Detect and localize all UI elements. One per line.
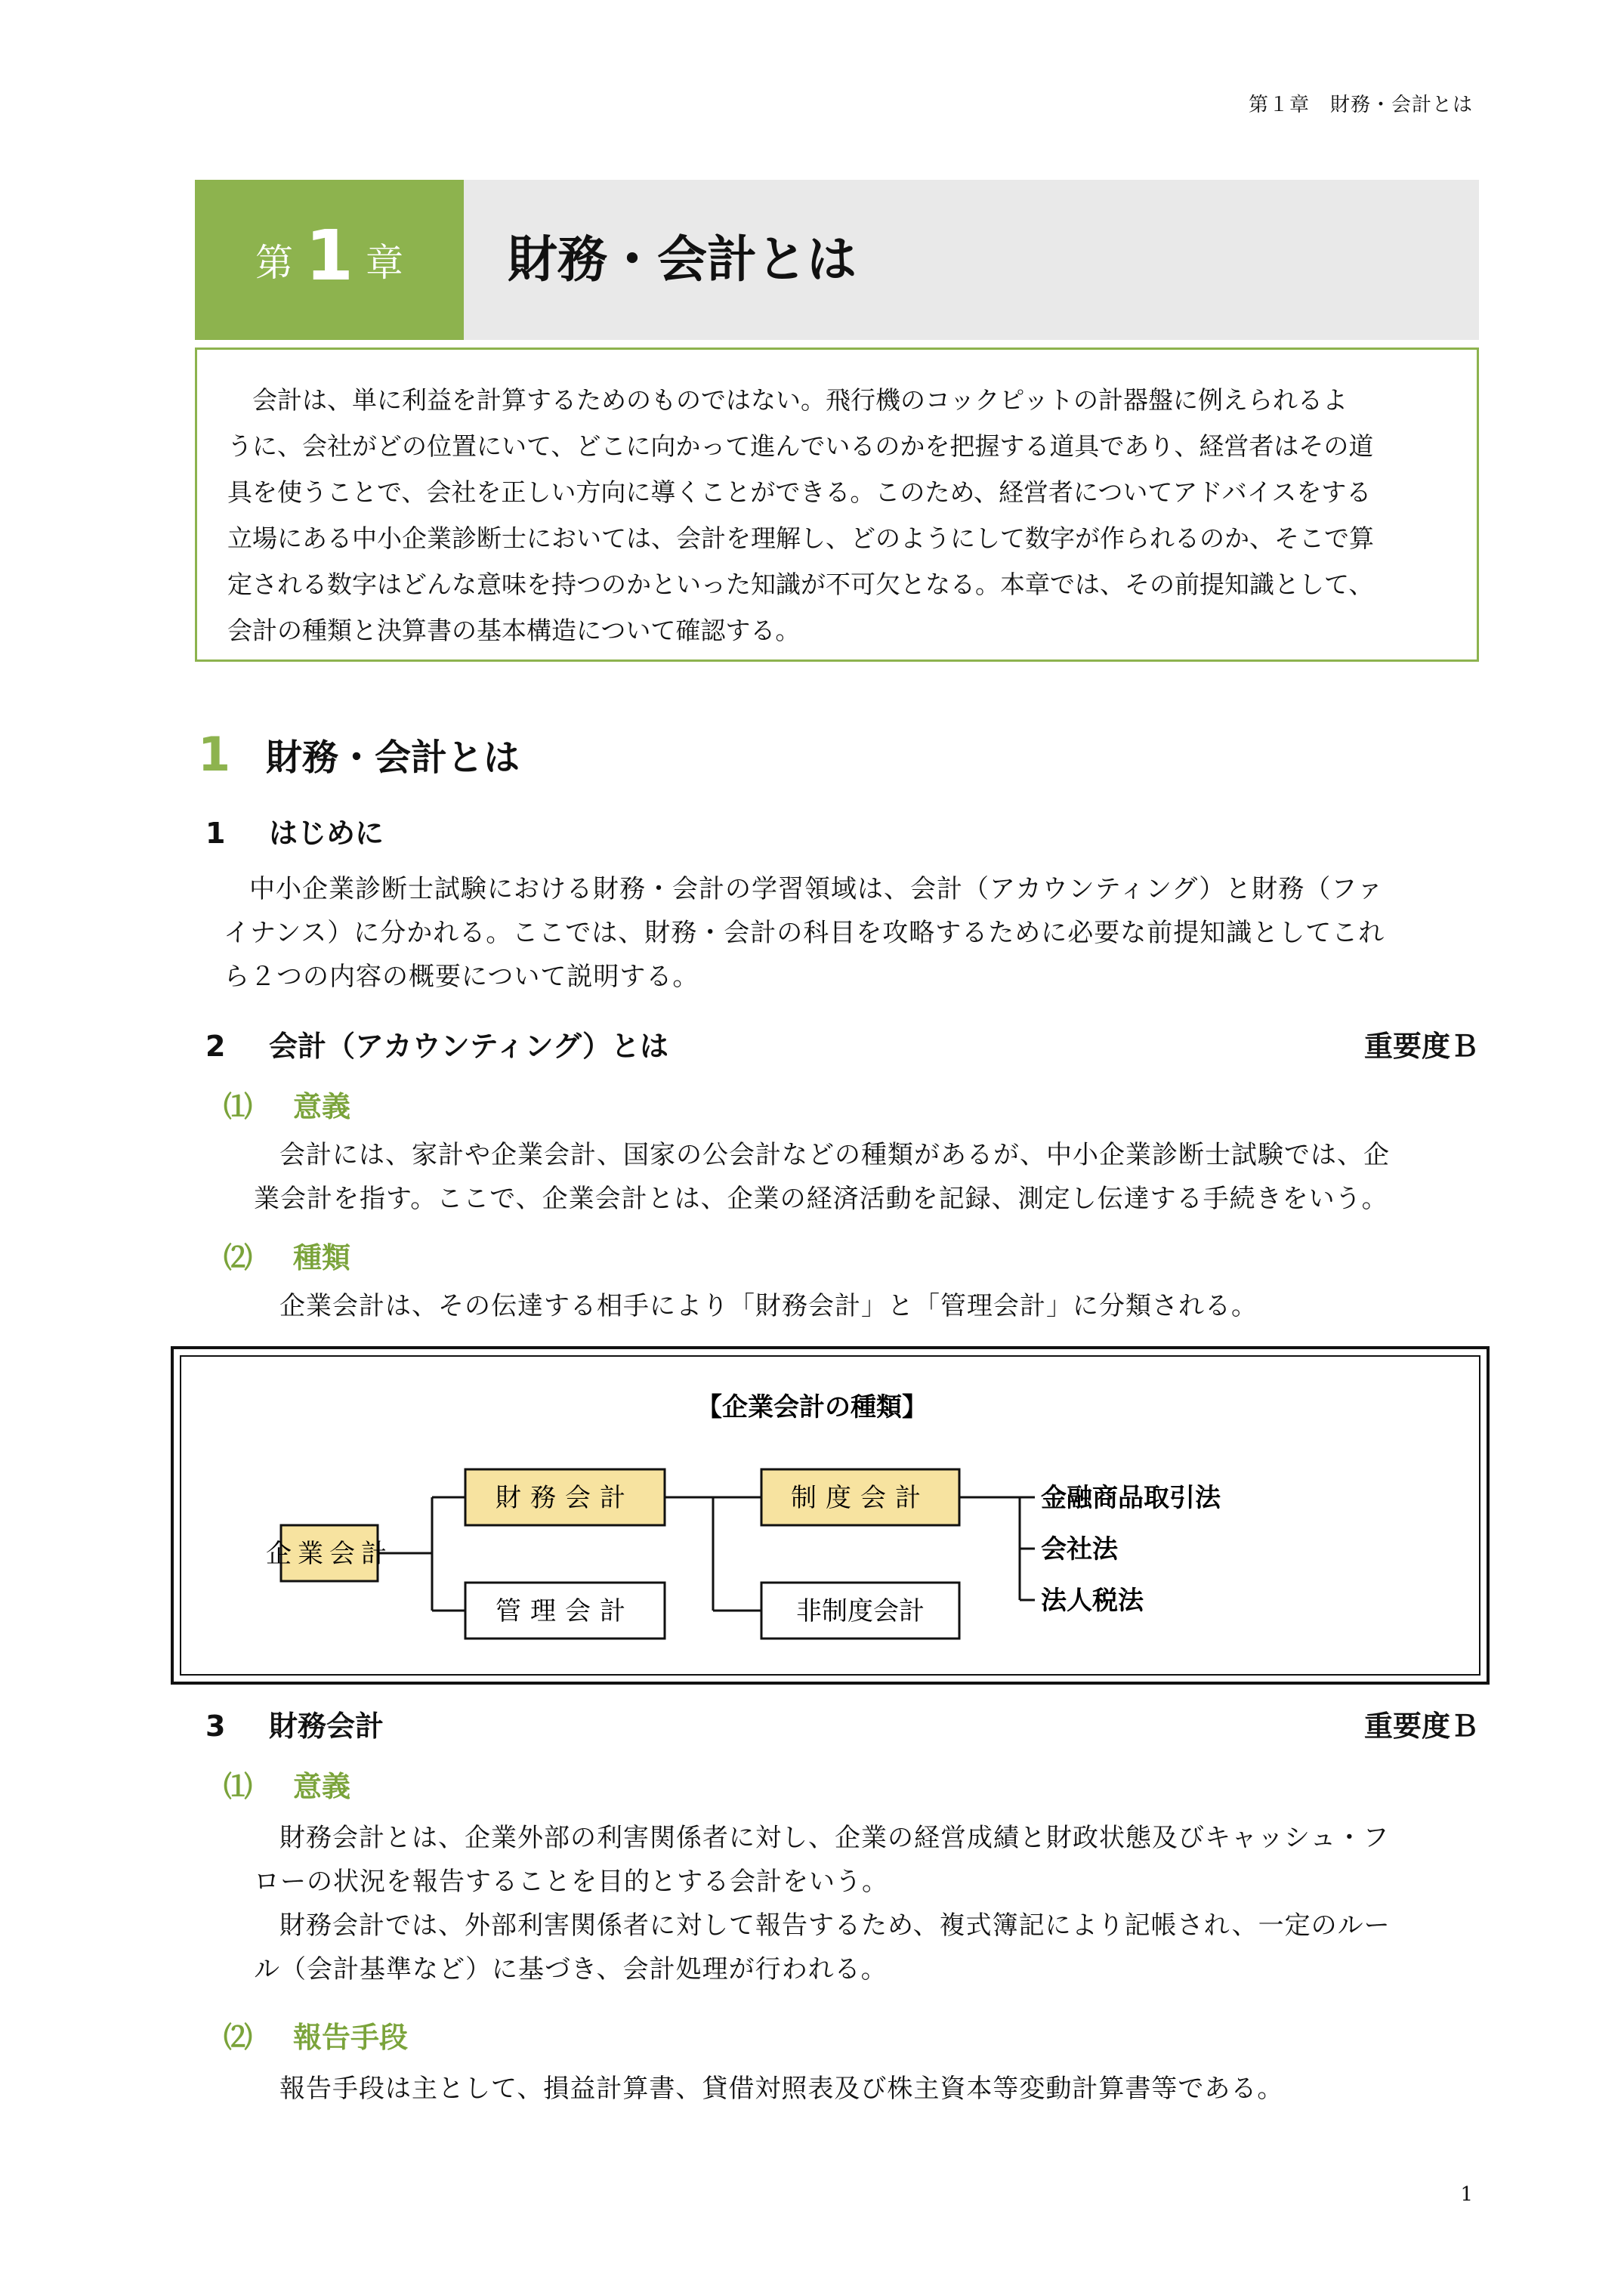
- text-line: 中小企業診断士試験における財務・会計の学習領域は、会計（アカウンティング）と財務（ファ: [249, 874, 1384, 904]
- intro-line: 具を使うことで、会社を正しい方向に導くことができる。このため、経営者についてアドバイスをする: [227, 477, 1372, 507]
- item-title: 種類: [293, 1241, 351, 1274]
- item-number: ⑵: [224, 1241, 253, 1274]
- subsection-heading: [205, 1023, 668, 1064]
- item-number: ⑴: [224, 1090, 253, 1123]
- section-heading: [198, 724, 520, 784]
- intro-text: [227, 377, 1446, 653]
- item-number: ⑵: [224, 2021, 253, 2054]
- law-label: 会社法: [1041, 1534, 1118, 1564]
- item-number: ⑴: [224, 1770, 253, 1803]
- section-number: 1: [198, 726, 231, 782]
- item-title: 意義: [293, 1770, 351, 1803]
- text-line: イナンス）に分かれる。ここでは、財務・会計の科目を攻略するために必要な前提知識としてこれ: [224, 918, 1385, 948]
- paragraph: [254, 1284, 1500, 1328]
- chapter-banner: [195, 180, 1479, 340]
- text-line: 会計には、家計や企業会計、国家の公会計などの種類があるが、中小企業診断士試験では、企: [279, 1140, 1390, 1170]
- intro-line: 定される数字はどんな意味を持つのかといった知識が不可欠となる。本章では、その前提知識として、: [227, 570, 1374, 599]
- importance-badge: 重要度Ｂ: [1363, 1710, 1479, 1743]
- law-label: 金融商品取引法: [1041, 1483, 1221, 1513]
- chapter-title: 財務・会計とは: [508, 230, 857, 289]
- importance-badge: 重要度Ｂ: [1363, 1030, 1479, 1063]
- paragraph: [254, 1133, 1500, 1221]
- accounting-types-diagram: [171, 1346, 1490, 1685]
- page-number: 1: [1460, 2183, 1473, 2206]
- item-title: 報告手段: [293, 2021, 409, 2054]
- label-non-statutory: 非制度会計: [796, 1596, 925, 1626]
- running-header: 第１章 財務・会計とは: [1248, 94, 1473, 116]
- diagram-title: 【企業会計の種類】: [696, 1392, 928, 1422]
- text-line: 財務会計では、外部利害関係者に対して報告するため、複式簿記により記帳され、一定のルー: [279, 1910, 1391, 1941]
- text-line: ローの状況を報告することを目的とする会計をいう。: [254, 1867, 888, 1897]
- chapter-intro-box: [195, 347, 1479, 662]
- item-heading: [224, 1234, 350, 1276]
- text-line: 企業会計は、その伝達する相手により「財務会計」と「管理会計」に分類される。: [279, 1291, 1258, 1321]
- text-line: 財務会計とは、企業外部の利害関係者に対し、企業の経営成績と財政状態及びキャッシュ・フ: [279, 1823, 1390, 1853]
- subsection-title: はじめに: [269, 817, 384, 850]
- subsection-number: 3: [205, 1710, 226, 1743]
- label-statutory: 制度会計: [791, 1483, 930, 1513]
- subsection-number: 2: [205, 1030, 226, 1063]
- intro-line: 会計は、単に利益を計算するためのものではない。飛行機のコックピットの計器盤に例えられるよ: [252, 385, 1348, 415]
- text-line: 業会計を指す。ここで、企業会計とは、企業の経済活動を記録、測定し伝達する手続きをいう。: [254, 1184, 1388, 1214]
- diagram-svg: [181, 1357, 1479, 1674]
- text-line: 報告手段は主として、損益計算書、貸借対照表及び株主資本等変動計算書等である。: [279, 2074, 1284, 2104]
- label-root: 企業会計: [266, 1539, 393, 1569]
- chapter-suffix: 章: [366, 241, 403, 285]
- subsection-number: 1: [205, 817, 226, 850]
- chapter-label: [195, 180, 464, 340]
- subsection-heading: [205, 1703, 384, 1744]
- subsection-heading: [205, 810, 384, 851]
- item-title: 意義: [293, 1090, 351, 1123]
- intro-line: 会計の種類と決算書の基本構造について確認する。: [227, 616, 801, 645]
- diagram-inner-frame: [180, 1355, 1480, 1676]
- subsection-title: 財務会計: [269, 1710, 384, 1743]
- law-label: 法人税法: [1041, 1586, 1144, 1616]
- label-management: 管理会計: [496, 1596, 634, 1626]
- chapter-number: 1: [304, 215, 354, 296]
- item-heading: [224, 1083, 350, 1125]
- chapter-prefix: 第: [255, 241, 293, 285]
- section-title: 財務・会計とは: [266, 736, 520, 779]
- text-line: ル（会計基準など）に基づき、会計処理が行われる。: [254, 1954, 888, 1985]
- label-financial: 財務会計: [496, 1483, 634, 1513]
- intro-line: うに、会社がどの位置にいて、どこに向かって進んでいるのかを把握する道具であり、経営者はその道: [227, 431, 1374, 461]
- text-line: ら２つの内容の概要について説明する。: [224, 962, 699, 992]
- paragraph: [254, 1816, 1500, 1991]
- paragraph: [254, 2067, 1500, 2111]
- intro-line: 立場にある中小企業診断士においては、会計を理解し、どのようにして数字が作られるのか、そこで算: [227, 524, 1374, 553]
- item-heading: [224, 1763, 350, 1805]
- item-heading: [224, 2014, 408, 2056]
- paragraph: [224, 867, 1493, 999]
- subsection-title: 会計（アカウンティング）とは: [269, 1030, 668, 1063]
